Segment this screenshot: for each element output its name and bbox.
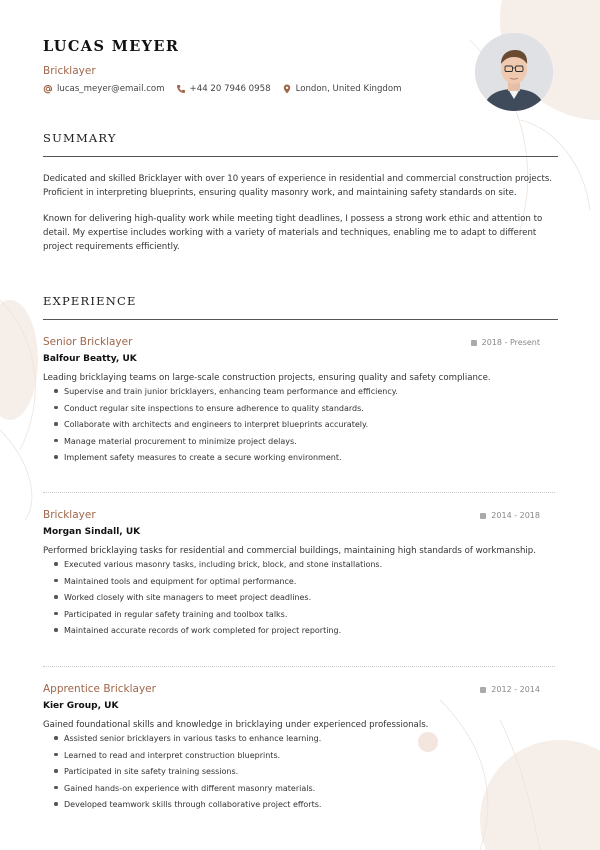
bullet-item: Maintained accurate records of work completed for project reporting. [43,625,382,642]
job-dates-text: 2012 - 2014 [491,685,540,694]
location-text: London, United Kingdom [295,84,402,94]
bullet-item: Maintained tools and equipment for optimal performance. [43,576,382,593]
summary-divider [43,156,558,157]
contact-email[interactable] [43,84,165,94]
bullet-item: Collaborate with architects and engineers to interpret blueprints accurately. [43,419,398,436]
summary-paragraph-1: Dedicated and skilled Bricklayer with over 10 years of experience in residential and commercial construction projects. Proficient in interpreting blueprints, ensuring quality masonry work, and maintaining safety standards on site. [43,174,553,198]
phone-text: +44 20 7946 0958 [189,84,271,94]
at-icon [43,84,53,94]
candidate-role: Bricklayer [43,65,96,77]
job-dates-text: 2014 - 2018 [491,511,540,520]
bullet-item: Worked closely with site managers to meet project deadlines. [43,592,382,609]
company-name: Morgan Sindall, UK [43,527,141,537]
job-dates [480,685,540,694]
job-summary: Performed bricklaying tasks for residential and commercial buildings, maintaining high standards of workmanship. [43,546,536,556]
job-separator [43,492,555,493]
calendar-icon [471,340,477,346]
bullet-item: Participated in site safety training sessions. [43,766,321,783]
job-dates [480,511,540,520]
experience-heading: EXPERIENCE [43,294,137,308]
bullet-item: Manage material procurement to minimize project delays. [43,436,398,453]
contact-row [43,84,413,94]
contact-phone[interactable] [176,84,271,94]
contact-location [282,84,402,94]
phone-icon [176,84,186,94]
bullet-item: Executed various masonry tasks, including brick, block, and stone installations. [43,559,382,576]
profile-photo [475,33,553,111]
bullet-item: Learned to read and interpret construction blueprints. [43,750,321,767]
company-name: Balfour Beatty, UK [43,354,137,364]
job-bullets [43,559,382,642]
calendar-icon [480,687,486,693]
bullet-item: Supervise and train junior bricklayers, enhancing team performance and efficiency. [43,386,398,403]
bullet-item: Developed teamwork skills through collaborative project efforts. [43,799,321,816]
job-dates [471,338,540,347]
job-separator [43,666,555,667]
email-text: lucas_meyer@email.com [57,84,165,94]
summary-heading: SUMMARY [43,131,117,145]
job-title: Senior Bricklayer [43,336,133,348]
job-dates-text: 2018 - Present [481,338,540,347]
job-title: Apprentice Bricklayer [43,683,156,695]
summary-paragraph-2: Known for delivering high-quality work while meeting tight deadlines, I possess a strong work ethic and attention to detail. My expertise includes working with a variety of materials and techniques, enabling me to adapt to different project requirements efficiently. [43,214,543,252]
map-pin-icon [282,84,292,94]
bullet-item: Assisted senior bricklayers in various tasks to enhance learning. [43,733,321,750]
job-bullets [43,733,321,816]
job-title: Bricklayer [43,509,96,521]
bullet-item: Gained hands-on experience with different masonry materials. [43,783,321,800]
job-summary: Gained foundational skills and knowledge in bricklaying under experienced professionals. [43,720,429,730]
bullet-item: Participated in regular safety training and toolbox talks. [43,609,382,626]
job-bullets [43,386,398,469]
bullet-item: Conduct regular site inspections to ensure adherence to quality standards. [43,403,398,420]
experience-divider [43,319,558,320]
job-summary: Leading bricklaying teams on large-scale construction projects, ensuring quality and safety compliance. [43,373,491,383]
bullet-item: Implement safety measures to create a secure working environment. [43,452,398,469]
company-name: Kier Group, UK [43,701,119,711]
calendar-icon [480,513,486,519]
candidate-name: LUCAS MEYER [43,38,180,55]
